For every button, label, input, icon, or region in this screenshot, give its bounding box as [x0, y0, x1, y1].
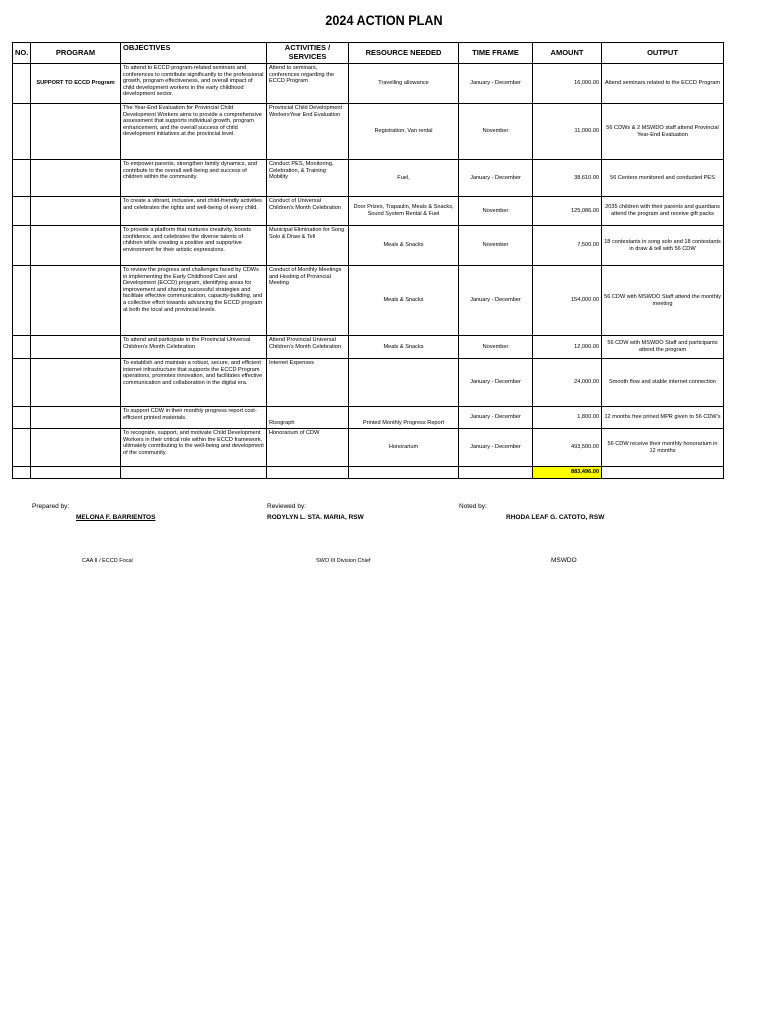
- table-row: [13, 226, 724, 266]
- time-frame-cell: January - December: [459, 64, 533, 104]
- header-no: NO.: [13, 43, 31, 64]
- output-cell: Smooth flow and stable internet connection: [602, 359, 724, 407]
- time-frame-cell: January - December: [459, 266, 533, 336]
- time-frame-cell: November: [459, 336, 533, 359]
- row-number: [13, 104, 31, 160]
- amount-cell: 125,086.00: [533, 197, 602, 226]
- objective-cell: The Year-End Evaluation for Provincial Child Development Workers aims to provide a comprehensive assessment that supports individual growth, program enhancement, and the overall success of child development initiatives at the provincial level.: [121, 104, 267, 160]
- objective-cell: To empower parents, strengthen family dynamics, and contribute to the overall well-being and success of children within the community.: [121, 160, 267, 197]
- header-output: OUTPUT: [602, 43, 724, 64]
- header-resource: RESOURCE NEEDED: [349, 43, 459, 64]
- header-time-frame: TIME FRAME: [459, 43, 533, 64]
- prepared-by-position: CAA II / ECCD Focal: [82, 558, 133, 564]
- time-frame-cell: January - December: [459, 429, 533, 467]
- program-name: SUPPORT TO ECCD Program: [31, 64, 121, 104]
- program-cell: [31, 467, 121, 479]
- resource-cell: Registration, Van rental: [349, 104, 459, 160]
- program-cell: [31, 336, 121, 359]
- output-cell: Attend seminars related to the ECCD Program: [602, 64, 724, 104]
- activity-cell: Honorarium of CDW: [267, 429, 349, 467]
- activity-cell: Attend Provincial Universal Children's Month Celebration: [267, 336, 349, 359]
- objective-cell: To review the progress and challenges faced by CDWs in implementing the Early Childhood Care and Development (ECCD) program, identifying areas for improvement and sharing successful strategies and facilitate effective communication, capacity-building, and a collective effort towards advancing the ECCD program at both the local and provincial levels.: [121, 266, 267, 336]
- program-cell: [31, 197, 121, 226]
- row-number: [13, 226, 31, 266]
- table-row: [13, 359, 724, 407]
- prepared-by-label: Prepared by:: [32, 503, 70, 510]
- amount-cell: 12,000.00: [533, 336, 602, 359]
- time-frame-cell: November: [459, 226, 533, 266]
- table-row: [13, 64, 724, 104]
- action-plan-table: [12, 42, 724, 479]
- objective-cell: To support CDW in their monthly progress report cost-efficient printed materials.: [121, 407, 267, 429]
- activity-cell: Attend to seminars, conferences regarding the ECCD Program: [267, 64, 349, 104]
- row-number: [13, 64, 31, 104]
- noted-by-position: MSWDO: [551, 557, 577, 564]
- amount-cell: 154,000.00: [533, 266, 602, 336]
- amount-cell: 16,000.00: [533, 64, 602, 104]
- objective-cell: To attend and participate in the Provincial Universal Children's Month Celebration: [121, 336, 267, 359]
- resource-cell: Printed Monthly Progress Report: [349, 407, 459, 429]
- activity-cell: Conduct of Monthly Meetings and Hosting of Provincial Meeting: [267, 266, 349, 336]
- prepared-by-name: MELONA F. BARRIENTOS: [76, 514, 156, 521]
- resource-cell: Meals & Snacks: [349, 226, 459, 266]
- time-frame-cell: November: [459, 197, 533, 226]
- activity-cell: [267, 467, 349, 479]
- objective-cell: [121, 467, 267, 479]
- header-objectives: OBJECTIVES: [121, 43, 267, 64]
- reviewed-by-name: RODYLYN L. STA. MARIA, RSW: [267, 514, 364, 521]
- amount-cell: 493,500.00: [533, 429, 602, 467]
- output-cell: [602, 467, 724, 479]
- amount-cell: 7,500.00: [533, 226, 602, 266]
- table-row: [13, 104, 724, 160]
- resource-cell: Travelling allowance: [349, 64, 459, 104]
- output-cell: 56 CDW receive their monthly honorarium in 12 months: [602, 429, 724, 467]
- time-frame-cell: January - December: [459, 359, 533, 407]
- program-cell: [31, 359, 121, 407]
- objective-cell: To provide a platform that nurtures creativity, boosts confidence, and celebrates the diverse talents of children while creating a positive and supportive environment for their artistic expressions.: [121, 226, 267, 266]
- resource-cell: [349, 467, 459, 479]
- resource-cell: Honorarium: [349, 429, 459, 467]
- program-cell: [31, 266, 121, 336]
- objective-cell: To create a vibrant, inclusive, and child-friendly activities and celebrates the rights and well-being of every child.: [121, 197, 267, 226]
- amount-cell: 11,000.00: [533, 104, 602, 160]
- program-cell: [31, 160, 121, 197]
- total-row: [13, 467, 724, 479]
- output-cell: 56 CDW with MSWDO Staff and participants attend the program: [602, 336, 724, 359]
- table-row: [13, 336, 724, 359]
- amount-cell: 1,800.00: [533, 407, 602, 429]
- reviewed-by-position: SWO III Division Chief: [316, 558, 371, 564]
- program-cell: [31, 407, 121, 429]
- table-row: [13, 197, 724, 226]
- program-cell: [31, 226, 121, 266]
- table-row: [13, 429, 724, 467]
- output-cell: 56 CDWs & 2 MSWDO staff attend Provincial Year-End Evaluation: [602, 104, 724, 160]
- header-activities: ACTIVITIES / SERVICES: [267, 43, 349, 64]
- program-cell: [31, 429, 121, 467]
- output-cell: 56 CDW with MSWDO Staff attend the monthly meeting: [602, 266, 724, 336]
- header-program: PROGRAM: [31, 43, 121, 64]
- reviewed-by-label: Reviewed by:: [267, 503, 307, 510]
- resource-cell: Fuel,: [349, 160, 459, 197]
- row-number: [13, 359, 31, 407]
- activity-cell: Risograph: [267, 407, 349, 429]
- objective-cell: To recognize, support, and motivate Child Development Workers in their critical role within the ECCD framework, ultimately contributing to the well-being and development of the community.: [121, 429, 267, 467]
- resource-cell: Door Prizes, Trapaulin, Meals & Snacks, Sound System Rental & Fuel: [349, 197, 459, 226]
- resource-cell: Meals & Snacks: [349, 266, 459, 336]
- activity-cell: Conduct PES, Monitoring, Celebration, & Training Mobility: [267, 160, 349, 197]
- row-number: [13, 336, 31, 359]
- resource-cell: [349, 359, 459, 407]
- total-amount: 883,496.00: [533, 467, 602, 479]
- row-number: [13, 429, 31, 467]
- time-frame-cell: November: [459, 104, 533, 160]
- page-title: 2024 ACTION PLAN: [325, 12, 443, 28]
- table-row: [13, 266, 724, 336]
- activity-cell: Internet Expenses: [267, 359, 349, 407]
- table-header-row: [13, 43, 724, 64]
- row-number: [13, 467, 31, 479]
- activity-cell: Provincial Child Development WorkersYear End Evaluation: [267, 104, 349, 160]
- amount-cell: 38,610.00: [533, 160, 602, 197]
- program-cell: [31, 104, 121, 160]
- row-number: [13, 160, 31, 197]
- table-row: [13, 160, 724, 197]
- table-row: [13, 407, 724, 429]
- amount-cell: 24,000.00: [533, 359, 602, 407]
- output-cell: 56 Centers monitored and conducted PES: [602, 160, 724, 197]
- noted-by-name: RHODA LEAF G. CATOTO, RSW: [506, 514, 605, 521]
- output-cell: 12 months free prined MPR given to 56 CDW's: [602, 407, 724, 429]
- header-amount: AMOUNT: [533, 43, 602, 64]
- objective-cell: To attend to ECCD program-related seminars and conferences to contribute significantly to the professional growth, program effectiveness, and overall impact of child development workers in the early childhood development sector.: [121, 64, 267, 104]
- objective-cell: To establish and maintain a robust, secure, and efficient internet infrastructure that supports the ECCD Program operations, promotes innovation, and facilitates effective communication and collaboration in the digital era.: [121, 359, 267, 407]
- output-cell: 2035 children with their parents and guardians attend the program and receive gift packs: [602, 197, 724, 226]
- time-frame-cell: January - December: [459, 407, 533, 429]
- row-number: [13, 266, 31, 336]
- time-frame-cell: [459, 467, 533, 479]
- row-number: [13, 407, 31, 429]
- resource-cell: Meals & Snacks: [349, 336, 459, 359]
- row-number: [13, 197, 31, 226]
- noted-by-label: Noted by:: [459, 503, 487, 510]
- activity-cell: Municipal Elimination for Song Solo & Draw & Tell: [267, 226, 349, 266]
- time-frame-cell: January - December: [459, 160, 533, 197]
- activity-cell: Conduct of Universal Children's Month Celebration: [267, 197, 349, 226]
- output-cell: 18 contestants in song solo and 18 contestants in draw & tell with 56 CDW: [602, 226, 724, 266]
